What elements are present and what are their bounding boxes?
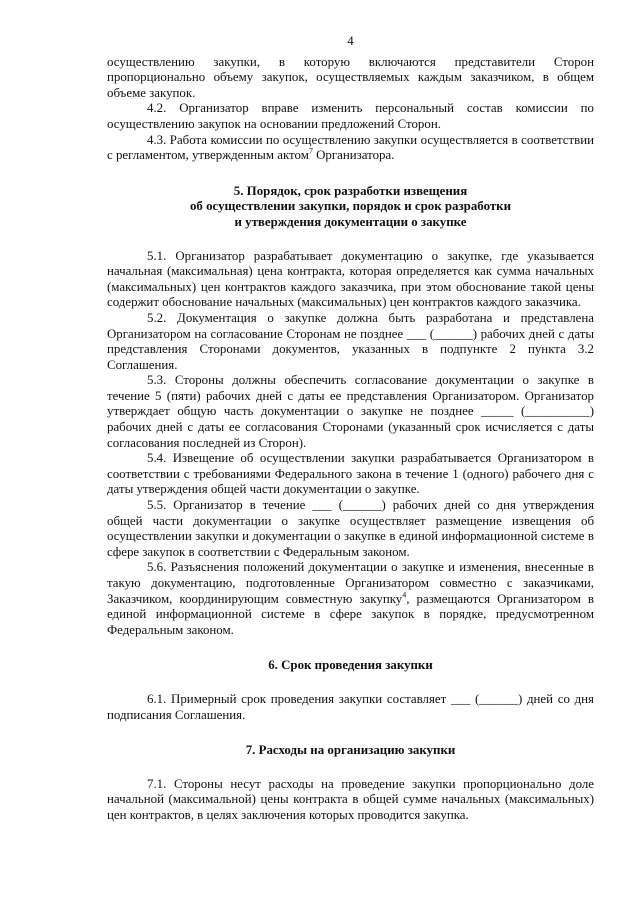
- paragraph-4-3: [107, 133, 594, 164]
- section-5-title-line-2: об осуществлении закупки, порядок и срок разработки: [189, 199, 512, 214]
- paragraph-5-6: [107, 560, 594, 638]
- section-5-heading: [107, 184, 594, 231]
- paragraph-5-6-text: 5.6. Разъяснения положений документации о закупке и изменения, внесенные в такую документацию, подготовленные Организатором совместно с заказчиками, Заказчиком, координирующим совместную закупку: [107, 560, 594, 606]
- paragraph-4-3-text: 4.3. Работа комиссии по осуществлению закупки осуществляется в соответствии с регламентом, утвержденным актом: [107, 132, 594, 163]
- paragraph-5-5: 5.5. Организатор в течение ___ (______) рабочих дней со дня утверждения общей части документации о закупке осуществляет размещение извещения об осуществлении закупки и документации о закупке в единой информационной системе в сфере закупок в соответствии с Федеральным законом.: [107, 498, 594, 559]
- paragraph-5-6-text-end: , размещаются Организатором в единой информационной системе в сфере закупок в порядке, предусмотренном Федеральным законом.: [107, 591, 594, 637]
- paragraph-5-1: 5.1. Организатор разрабатывает документацию о закупке, где указывается начальная (максимальная) цена контракта, которая определяется как сумма начальных (максимальных) цен контрактов каждого заказчика, при этом обоснование такой цены содержит обоснование начальных (максимальных) цен контрактов каждого заказчика.: [107, 248, 594, 310]
- paragraph-4-1-continuation: осуществлению закупки, в которую включаются представители Сторон пропорционально объему закупок, осуществляемых каждым заказчиком, в общем объеме закупок.: [107, 54, 594, 100]
- footnote-ref-4[interactable]: 4: [402, 590, 407, 600]
- section-7-title: 7. Расходы на организацию закупки: [245, 743, 456, 758]
- section-6-heading: [107, 658, 594, 674]
- section-6-title: 6. Срок проведения закупки: [268, 658, 433, 673]
- paragraph-6-1: 6.1. Примерный срок проведения закупки составляет ___ (______) дней со дня подписания Соглашения.: [107, 691, 594, 722]
- section-5-title-line-3: и утверждения документации о закупке: [234, 214, 467, 229]
- paragraph-5-4: 5.4. Извещение об осуществлении закупки разрабатывается Организатором в соответствии с требованиями Федерального закона в течение 1 (одного) рабочего дня с даты утверждения общей части документации о закупке.: [107, 451, 594, 497]
- page-number: 4: [347, 34, 354, 48]
- paragraph-4-2: 4.2. Организатор вправе изменить персональный состав комиссии по осуществлению закупок на основании предложений Сторон.: [107, 101, 594, 131]
- paragraph-5-3: 5.3. Стороны должны обеспечить согласование документации о закупке в течение 5 (пяти) рабочих дней с даты ее представления Организатором. Организатор утверждает общую часть документации о закупке не позднее _____ (__________) рабочих дней с даты ее согласования Сторонами (указанный срок исчисляется с даты согласования последней из Сторон).: [107, 373, 594, 450]
- section-7-heading: [107, 743, 594, 759]
- document-page: [107, 34, 594, 824]
- paragraph-4-3-text-end: Организатора.: [312, 148, 395, 163]
- paragraph-7-1: 7.1. Стороны несут расходы на проведение закупки пропорционально доле начальной (максимальной) цены контракта в общей сумме начальных (максимальных) цен контрактов, в целях заключения которых проводится закупка.: [107, 776, 594, 822]
- paragraph-5-2: 5.2. Документация о закупке должна быть разработана и представлена Организатором на согласование Сторонам не позднее ___ (______) рабочих дней с даты представления Сторонами документов, указанных в подпункте 2 пункта 3.2 Соглашения.: [107, 310, 594, 372]
- section-5-title-line-1: 5. Порядок, срок разработки извещения: [233, 183, 468, 198]
- footnote-ref-7[interactable]: 7: [308, 146, 313, 156]
